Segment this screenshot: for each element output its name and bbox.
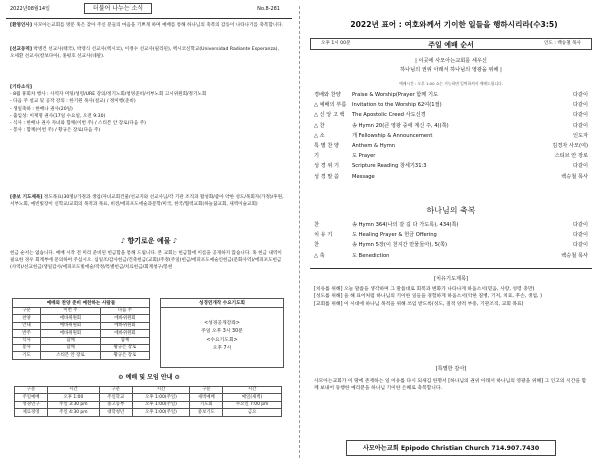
order-row: 성 경 위 기 Scripture Reading 창세기31:3 다같이 bbox=[314, 163, 588, 170]
church-footer: 사모아는교회 Epipodo Christian Church 714.907.7430 bbox=[346, 440, 556, 456]
welcome-heading: [환영인사] bbox=[10, 23, 32, 28]
table-header: 다음 주 bbox=[100, 308, 149, 315]
gear-icon: ⚙ bbox=[172, 374, 180, 381]
order-row: 특 별 찬 양 Anthem & Hymn 김경자 사모(여) bbox=[314, 142, 588, 149]
table-header: 구분 bbox=[13, 308, 41, 315]
header-rule bbox=[6, 18, 292, 19]
info-section bbox=[10, 84, 284, 134]
note-icon: ♪ bbox=[120, 237, 128, 245]
prayer-topics-section bbox=[10, 194, 284, 208]
healing-prayer-list bbox=[314, 286, 590, 308]
service-time: 오후 1시 00분 bbox=[321, 41, 351, 46]
order-row: 찬 송 Hymn 364(나의 갈 길 다 가도록), 434(쪽) 다같이 bbox=[314, 222, 588, 228]
table-row: 안내 에바위원회 에바위원회 bbox=[13, 322, 150, 329]
info-item: - 다음 주 설교 및 공작 강의 : 한기원 목사(설교) / 정미행(준비) bbox=[10, 99, 136, 105]
welcome-text: 사모아는교회를 방문 혹은 찾아 주신 분들의 마음을 기쁘게 하며 예배를 통해 하나님의 축복의 감동이 나타나기를 축복합니다. bbox=[33, 23, 284, 28]
servants-table bbox=[12, 307, 150, 360]
info-heading: [기타소식] bbox=[10, 85, 32, 90]
service-title: 주일 예배 순서 bbox=[428, 41, 474, 49]
blessing-order bbox=[314, 222, 588, 263]
thanks-title: [특별한 감사] bbox=[435, 366, 467, 372]
table-row: 봉사 함께 황규은 장로 bbox=[13, 344, 150, 351]
study-line: 오후 7시 bbox=[212, 346, 232, 352]
study-line: 주일 오후 3시 30분 bbox=[201, 329, 243, 335]
table-header: 시간 bbox=[48, 387, 100, 394]
table-header: 이번 주 bbox=[41, 308, 101, 315]
order-row: △ 신 앙 고 백 The Apostolic Creed 사도신경 다같이 bbox=[314, 112, 588, 119]
bulletin-date: 2022년08월14일 bbox=[10, 6, 50, 12]
missionary-text: 박병건 선교사(태국), 박영식 선교사(멕시코), 이정수 선교사(필리핀), 멕시코신학교(Universidad Radiante Esperanza), 오세환 선교사(칼보다아), 홍평호 선교사(네팔). bbox=[10, 47, 279, 60]
thanks-text: 사모아는교회가 이 땅에 존재하는 일 이유를 다시 되새김 한명서 [하나님의 권위 아래서 하나님의 영광을 위해] 그 인고의 시간을 함께 보내어 동행한 예리분을 하나님 기이한 은혜로 축복합니다. bbox=[314, 379, 587, 392]
table-row: 성경연구 주일 3:30 pm 중고등부 오후 1:00(주일) 기도회 수요일 7:00 pm bbox=[15, 401, 282, 408]
missionary-section bbox=[10, 46, 284, 60]
column-divider bbox=[299, 6, 300, 458]
prayer-item: [치유를 위해] 오늘 말씀을 생각하며 그 말씀대로 회복과 변화가 나타나게 하옵소서(믿음, 사랑, 성령 충만) bbox=[314, 287, 535, 292]
welcome-section bbox=[10, 22, 284, 29]
info-item: - 출입성: 이재명 권사(17일 수요일, 오전 9:30) bbox=[10, 113, 106, 119]
study-box-body bbox=[161, 320, 283, 354]
worship-order bbox=[314, 92, 588, 184]
table-header: 시간 bbox=[132, 387, 189, 394]
study-box bbox=[160, 298, 284, 368]
study-line: <성경공개강좌> bbox=[204, 321, 240, 326]
mission-line: 하나님의 권위 아래서 하나님의 영광을 위해 | bbox=[400, 67, 502, 73]
service-bar bbox=[310, 38, 592, 50]
table-row: 반주 에바위원회 에바위원회 bbox=[13, 330, 150, 337]
info-item: - 생일축하 : 한배나 권사(20일) bbox=[10, 106, 73, 112]
order-row: 기 도 Prayer 스티브 안 장로 bbox=[314, 153, 588, 160]
study-line: <수요기도회> bbox=[206, 337, 238, 343]
blessing-title: 하나님의 축복 bbox=[426, 206, 476, 215]
schedule-title: ⚙ 예배 및 모임 안내 ⚙ bbox=[118, 374, 180, 381]
info-item: - 8월 휴회차 행사 : 사역자 미팅/성령/URE 강의/정기노회/청빙준비/서부노회 고시위원회/정기노회 bbox=[10, 92, 207, 98]
info-item: - 식사 : 한배나 권사 자녀와 함께(이번 주) / 스티븐 안 장로(다음 주) bbox=[10, 121, 146, 127]
info-item: - 봉사 : 함께(이번 주) / 황규은 장로(다음 주) bbox=[10, 128, 101, 134]
order-row: 찬 송 Hymn 5장(이 천지간 만물들아), 5(쪽) 다같이 bbox=[314, 242, 588, 249]
issue-number: No.8-281 bbox=[257, 6, 280, 12]
table-row: 제료경영 주일 4:30 pm 대학청년 오후 1:00(주일) 중보기도 금요 bbox=[15, 409, 282, 416]
offering-text: 헌금 순서는 없습니다. 예배 시작 전 미리 준비된 헌금함을 통해 드립니다. 본 교회는 헌금함에 이름을 공개하지 않습니다. 혹 헌금 내역이 필요한 경우 회계부에 문의하여 주십시오. 십일조/감사헌금/건축헌금(교회)/주정(주일)헌금/에피포도예술인헌금(문화사역)/에피포도헌금(사역)/선교헌금/생일감사/에피포도빛에술/작정/특별헌금/치료헌금/회계청구/봉헌 bbox=[10, 251, 282, 271]
servants-table-block bbox=[12, 298, 150, 360]
news-header bbox=[6, 3, 292, 15]
table-row: 찬양 에바위원회 에바위원회 bbox=[13, 315, 150, 322]
healing-prayer-title: [치유기도제목] bbox=[433, 276, 469, 282]
order-row: △ 찬 송 Hymn 20(큰 영광 중에 계신 주, 4)(쪽) 다같이 bbox=[314, 122, 588, 129]
prayer-item: [교회를 위해] 이 시대에 하나님 목적을 위해 쓰임 받도록(성도, 질적 양적 부흥, 기관조직, 교회 목표) bbox=[314, 301, 524, 307]
table-row: 기도 스티븐 안 장로 황규은 장로 bbox=[13, 352, 150, 359]
servants-table-title: 예배와 찬양 준비 예찬하는 사람들 bbox=[12, 298, 150, 307]
note-icon: ♪ bbox=[170, 237, 178, 245]
service-note: 예배시간 : 오후 1:00 쇼는 가능하면 일찍하셔서 예배드립니다. bbox=[399, 81, 503, 86]
schedule-table bbox=[14, 386, 282, 417]
table-header: 구분 bbox=[190, 387, 223, 394]
order-row: 경배와 찬양 Praise & Worship(Prayer 함께 기도 다같이 bbox=[314, 92, 588, 98]
table-row: 식사 함께 함께 bbox=[13, 337, 150, 344]
order-row: △ 예배의 부름 Invitation to the Worship 62여(1절) 다같이 bbox=[314, 102, 588, 109]
table-row: 주일예배 오후 1:00 주일학교 오후 1:00(주일) 새벽예배 매일(새벽) bbox=[15, 394, 282, 401]
order-row: △ 축 도 Benediction 백승철 목사 bbox=[314, 252, 588, 259]
table-header: 구분 bbox=[15, 387, 48, 394]
order-column bbox=[306, 0, 596, 464]
news-column bbox=[4, 0, 294, 464]
prayer-topics-text: 정도목표(30명)/가정과 생업/자녀교회건물/선교지와 선교사님/각 기관 조직과 활성화/좋아 약한 성도/목회자(가정)/후원, 서부노회, 예빈빛장이 신학교/교회의 목적과 목표, 비전/에피포도에술과문학/미국, 한국/협력교회(하늘꿈교회, 새벽이슬교회) bbox=[10, 195, 284, 208]
section-rule bbox=[310, 268, 592, 269]
study-box-title: 성경연개작 수요기도회 bbox=[161, 299, 283, 308]
missionary-heading: [선교동역] bbox=[10, 47, 32, 52]
news-title: 더불어 나누는 소식 bbox=[84, 3, 152, 14]
mission-line: | 이곳에 사모아는교회를 세우신 bbox=[415, 58, 487, 64]
prayer-topics-heading: [중보 기도제목] bbox=[10, 195, 43, 200]
order-row: △ 소 개 Fellowship & Announcement 인도자 bbox=[314, 132, 588, 139]
order-row: 성 경 말 씀 Message 백승철 목사 bbox=[314, 173, 588, 180]
yearly-motto: 2022년 표어 : 여호와께서 기이한 일들을 행하시리라(수3:5) bbox=[350, 20, 558, 29]
order-row: 치 유 기 도 Healing Prayer & 헌금 Offering 다같이 bbox=[314, 232, 588, 239]
prayer-item: [성도를 위해] 을 해 표어처럼 하나님의 기이한 일들을 경험하게 하옵소서(악한 질병, 기저, 치료, 후손, 생업, ) bbox=[314, 294, 542, 300]
offering-title: ♪ 향기로운 예물 ♪ bbox=[120, 237, 178, 245]
service-leader: 인도 : 백승철 목사 bbox=[544, 41, 581, 46]
table-header: 시간 bbox=[223, 387, 282, 394]
table-header: 구분 bbox=[99, 387, 132, 394]
gear-icon: ⚙ bbox=[118, 374, 126, 381]
